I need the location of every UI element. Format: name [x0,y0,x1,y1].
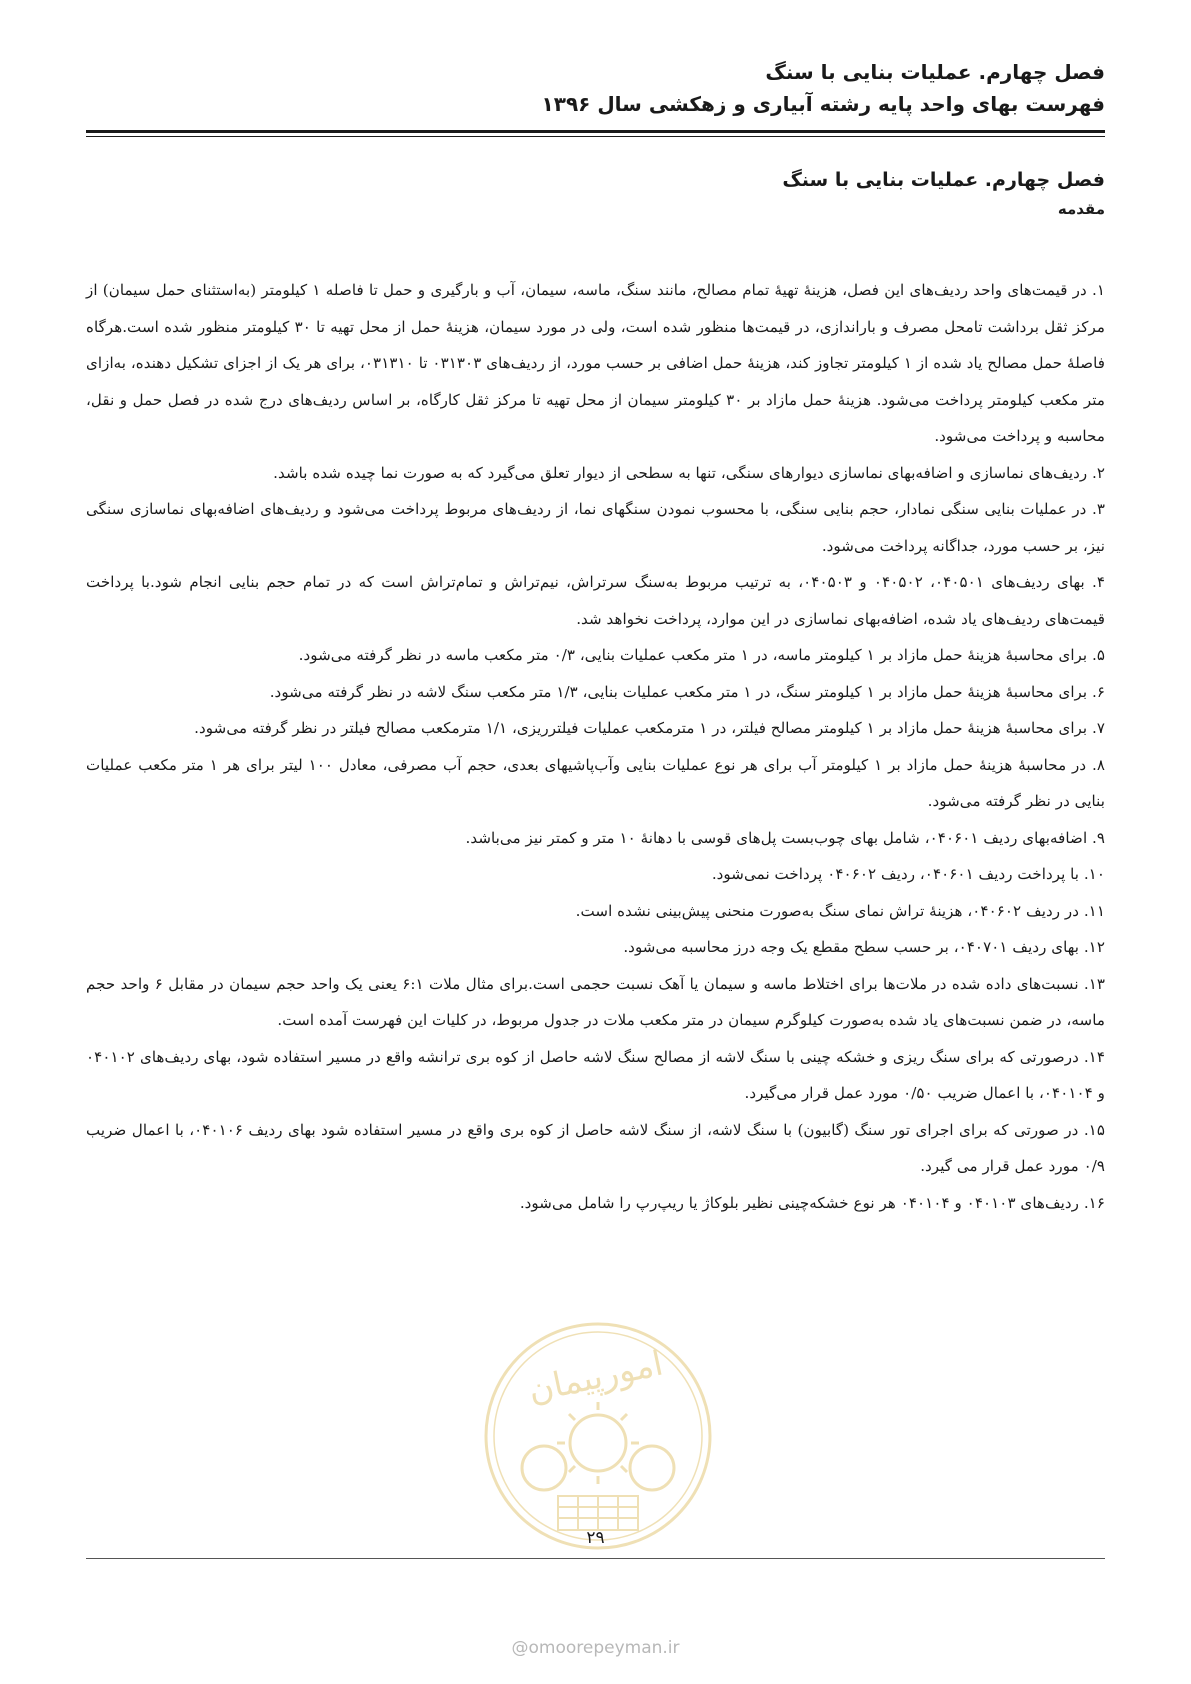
paragraph-2: ۲. ردیف‌های نماسازی و اضافه‌بهای نماسازی دیوارهای سنگی، تنها به سطحی از دیوار تعلق می‌گیرد که به صورت نما چیده شده باشد. [273,463,1105,482]
paragraph-4: ۴. بهای ردیف‌های ۰۴۰۵۰۱، ۰۴۰۵۰۲ و ۰۴۰۵۰۳، به ترتیب مربوط به‌سنگ سرتراش، نیم‌تراش و تمام‌تراش است که در تمام حجم بنایی انجام شود.با پرداخت قیمت‌های ردیف‌های یاد شده، اضافه‌بهای نماسازی در این موارد، پرداخت نخواهد شد. [86,573,1105,628]
section-title: فصل چهارم. عملیات بنایی با سنگ [782,169,1105,191]
page-number: ۲۹ [586,1528,605,1548]
paragraph-12: ۱۲. بهای ردیف ۰۴۰۷۰۱، بر حسب سطح مقطع یک وجه درز محاسبه می‌شود. [623,938,1105,956]
paragraph-16: ۱۶. ردیف‌های ۰۴۰۱۰۳ و ۰۴۰۱۰۴ هر نوع خشکه‌چینی نظیر بلوکاژ یا ریپ‌رپ را شامل می‌شود. [519,1193,1105,1212]
paragraph-7: ۷. برای محاسبهٔ هزینهٔ حمل مازاد بر ۱ کیلومتر مصالح فیلتر، در ۱ مترمکعب عملیات فیلترریزی، ۱/۱ مترمکعب مصالح فیلتر در نظر گرفته می‌شود. [194,719,1105,737]
header-chapter-title: فصل چهارم. عملیات بنایی با سنگ [765,60,1105,84]
paragraph-5: ۵. برای محاسبهٔ هزینهٔ حمل مازاد بر ۱ کیلومتر ماسه، در ۱ متر مکعب عملیات بنایی، ۰/۳ متر مکعب ماسه در نظر گرفته می‌شود. [298,646,1105,664]
paragraph-6: ۶. برای محاسبهٔ هزینهٔ حمل مازاد بر ۱ کیلومتر سنگ، در ۱ متر مکعب عملیات بنایی، ۱/۳ متر مکعب سنگ لاشه در نظر گرفته می‌شود. [269,682,1105,701]
website-watermark: @omoorepeyman.ir [511,1638,680,1658]
header-rule-thin [86,136,1105,137]
paragraph-9: ۹. اضافه‌بهای ردیف ۰۴۰۶۰۱، شامل بهای چوب‌بست پل‌های قوسی با دهانهٔ ۱۰ متر و کمتر نیز می‌باشد. [465,828,1105,847]
header-rule-thick [86,130,1105,133]
paragraph-3: ۳. در عملیات بنایی سنگی نمادار، حجم بنایی سنگی، با محسوب نمودن سنگهای نما، از ردیف‌های مربوط پرداخت می‌شود و ردیف‌های اضافه‌بهای نماسازی سنگی نیز، بر حسب مورد، جداگانه پرداخت می‌شود. [86,500,1105,555]
header-document-title: فهرست بهای واحد پایه رشته آبیاری و زهکشی سال ۱۳۹۶ [541,92,1105,116]
svg-text:امورپیمان: امورپیمان [524,1343,667,1411]
paragraph-15: ۱۵. در صورتی که برای اجرای تور سنگ (گابیون) با سنگ لاشه، از سنگ لاشه حاصل از کوه بری واقع در مسیر استفاده شود بهای ردیف ۰۴۰۱۰۶، با اعمال ضریب ۰/۹ مورد عمل قرار می گیرد. [86,1120,1105,1175]
paragraph-11: ۱۱. در ردیف ۰۴۰۶۰۲، هزینهٔ تراش نمای سنگ به‌صورت منحنی پیش‌بینی نشده است. [575,901,1105,920]
section-subtitle: مقدمه [1057,200,1105,218]
watermark-seal-icon [480,1318,716,1554]
page-header [86,56,1105,120]
paragraph-8: ۸. در محاسبهٔ هزینهٔ حمل مازاد بر ۱ کیلومتر آب برای هر نوع عملیات بنایی وآب‌پاشیهای بعدی، حجم آب مصرفی، معادل ۱۰۰ لیتر برای هر ۱ متر مکعب عملیات بنایی در نظر گرفته می‌شود. [86,755,1105,810]
body-text [86,272,1105,1221]
paragraph-13: ۱۳. نسبت‌های داده شده در ملات‌ها برای اختلاط ماسه و سیمان یا آهک نسبت حجمی است.برای مثال ملات ۶:۱ یعنی یک واحد حجم سیمان در مقابل ۶ واحد حجم ماسه، در ضمن نسبت‌های یاد شده به‌صورت کیلوگرم سیمان در متر مکعب ملات در جدول مربوط، در کلیات این فهرست آمده است. [86,974,1106,1029]
paragraph-1: ۱. در قیمت‌های واحد ردیف‌های این فصل، هزینهٔ تهیهٔ تمام مصالح، مانند سنگ، ماسه، سیمان، آب و بارگیری و حمل تا فاصله ۱ کیلومتر (به‌استثنای حمل سیمان) از مرکز ثقل برداشت تامحل مصرف و باراندازی، در قیمت‌ها منظور شده است، ولی در مورد سیمان، هزینهٔ حمل از محل تهیه تا ۳۰ کیلومتر منظور شده است.هرگاه فاصلهٔ حمل مصالح یاد شده از ۱ کیلومتر تجاوز کند، هزینهٔ حمل اضافی بر حسب مورد، از ردیف‌های ۰۳۱۳۰۳ تا ۰۳۱۳۱۰، برای هر یک از اجزای تشکیل دهنده، به‌ازای متر مکعب کیلومتر پرداخت می‌شود. هزینهٔ حمل مازاد بر ۳۰ کیلومتر سیمان از محل تهیه تا مرکز ثقل کارگاه، بر اساس ردیف‌های درج شده در فصل حمل و نقل، محاسبه و پرداخت می‌شود. [86,281,1105,445]
section-heading [86,165,1105,223]
footer-rule [86,1558,1105,1559]
paragraph-14: ۱۴. درصورتی که برای سنگ ریزی و خشکه چینی با سنگ لاشه از مصالح سنگ لاشه حاصل از کوه بری ترانشه واقع در مسیر استفاده شود، بهای ردیف‌های ۰۴۰۱۰۲ و ۰۴۰۱۰۴، با اعمال ضریب ۰/۵۰ مورد عمل قرار می‌گیرد. [86,1047,1105,1102]
paragraph-10: ۱۰. با پرداخت ردیف ۰۴۰۶۰۱، ردیف ۰۴۰۶۰۲ پرداخت نمی‌شود. [711,865,1105,883]
